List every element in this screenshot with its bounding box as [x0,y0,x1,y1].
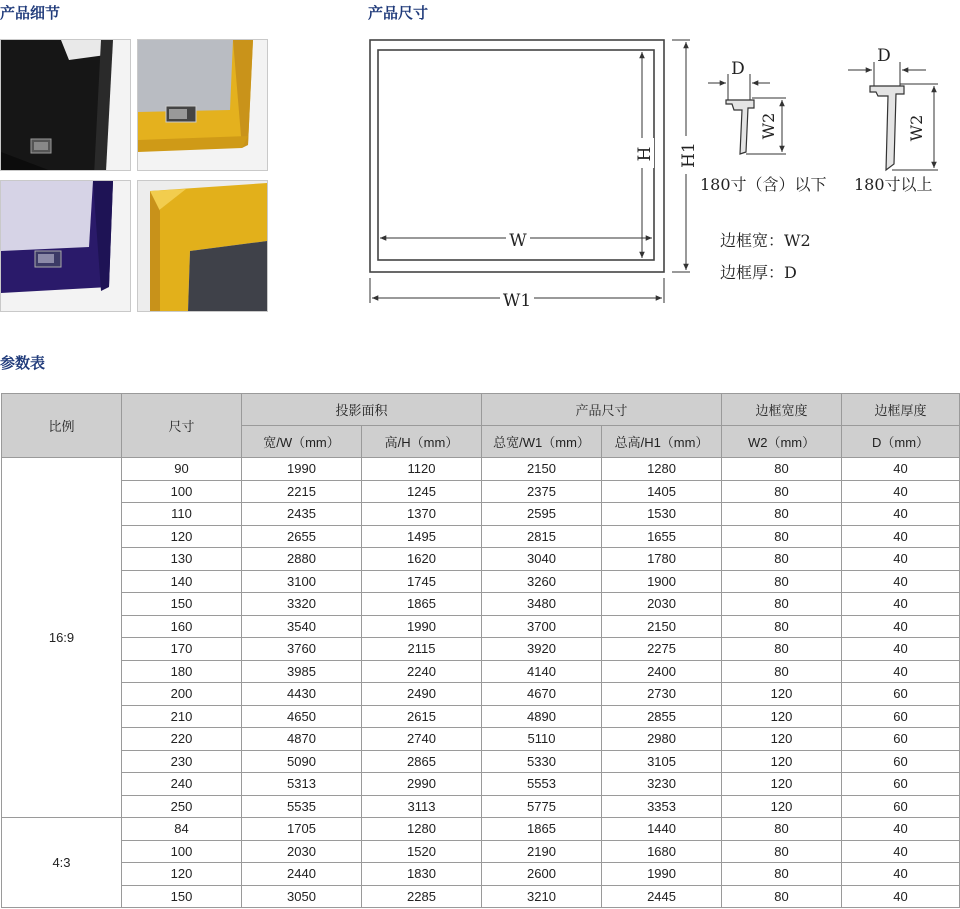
table-cell: 40 [842,593,960,616]
table-row [2,840,960,863]
table-cell: 1705 [242,818,362,841]
table-cell: 80 [722,593,842,616]
table-cell: 40 [842,615,960,638]
table-cell: 2990 [362,773,482,796]
table-cell: 2150 [482,458,602,481]
table-cell: 1655 [602,525,722,548]
table-cell: 2855 [602,705,722,728]
header-ratio: 比例 [2,394,122,458]
size-heading: 产品尺寸 [368,4,429,22]
header-frame-width: 边框宽度 [722,394,842,426]
table-cell: 60 [842,795,960,818]
table-cell: 60 [842,683,960,706]
caption-small: 180寸（含）以下 [700,175,827,194]
size-diagram [360,28,960,318]
table-cell: 80 [722,840,842,863]
table-row [2,750,960,773]
table-cell: 40 [842,638,960,661]
table-cell: 220 [122,728,242,751]
params-heading: 参数表 [0,354,46,372]
table-cell: 3920 [482,638,602,661]
table-cell: 2285 [362,885,482,908]
detail-photo-yellow-frame [137,39,268,171]
table-cell: 2150 [602,615,722,638]
table-cell: 2490 [362,683,482,706]
legend-frame-thickness: 边框厚：D [720,263,797,282]
table-cell: 2595 [482,503,602,526]
header-height: 高/H（mm） [362,426,482,458]
table-cell: 2815 [482,525,602,548]
header-total-height: 总高/H1（mm） [602,426,722,458]
table-cell: 40 [842,548,960,571]
table-cell: 1830 [362,863,482,886]
table-cell: 40 [842,480,960,503]
table-cell: 80 [722,458,842,481]
table-cell: 1370 [362,503,482,526]
table-cell: 40 [842,863,960,886]
table-cell: 80 [722,615,842,638]
table-cell: 240 [122,773,242,796]
table-row [2,638,960,661]
table-cell: 2190 [482,840,602,863]
table-cell: 4870 [242,728,362,751]
table-cell: 130 [122,548,242,571]
table-cell: 40 [842,525,960,548]
table-cell: 80 [722,638,842,661]
table-cell: 1245 [362,480,482,503]
table-cell: 1780 [602,548,722,571]
header-d: D（mm） [842,426,960,458]
table-cell: 1990 [242,458,362,481]
table-cell: 1440 [602,818,722,841]
table-cell: 3985 [242,660,362,683]
table-cell: 230 [122,750,242,773]
table-cell: 3105 [602,750,722,773]
table-cell: 2275 [602,638,722,661]
details-heading: 产品细节 [0,4,61,22]
table-cell: 5313 [242,773,362,796]
table-cell: 2980 [602,728,722,751]
table-cell: 40 [842,818,960,841]
table-cell: 2445 [602,885,722,908]
table-cell: 40 [842,458,960,481]
table-cell: 1990 [602,863,722,886]
table-cell: 3210 [482,885,602,908]
detail-photo-purple-frame [0,180,131,312]
table-cell: 1990 [362,615,482,638]
table-cell: 2240 [362,660,482,683]
table-cell: 100 [122,480,242,503]
table-cell: 3113 [362,795,482,818]
params-table [1,393,960,908]
table-row [2,480,960,503]
table-cell: 120 [722,683,842,706]
label-h: H [635,146,655,162]
table-cell: 80 [722,503,842,526]
table-cell: 80 [722,570,842,593]
table-cell: 40 [842,885,960,908]
table-cell: 60 [842,773,960,796]
table-cell: 4650 [242,705,362,728]
table-cell: 170 [122,638,242,661]
table-cell: 80 [722,548,842,571]
table-cell: 3480 [482,593,602,616]
table-cell: 2375 [482,480,602,503]
table-cell: 40 [842,503,960,526]
table-cell: 5553 [482,773,602,796]
table-cell: 4140 [482,660,602,683]
table-row [2,593,960,616]
table-cell: 100 [122,840,242,863]
table-cell: 2730 [602,683,722,706]
table-cell: 80 [722,480,842,503]
table-cell: 3050 [242,885,362,908]
table-cell: 3100 [242,570,362,593]
table-row [2,728,960,751]
table-cell: 60 [842,705,960,728]
table-cell: 1865 [482,818,602,841]
table-cell: 80 [722,863,842,886]
table-cell: 210 [122,705,242,728]
table-row [2,705,960,728]
table-cell: 84 [122,818,242,841]
label-d-small: D [731,59,745,79]
table-cell: 2740 [362,728,482,751]
table-row [2,818,960,841]
table-cell: 2400 [602,660,722,683]
header-w2: W2（mm） [722,426,842,458]
table-row [2,660,960,683]
table-row [2,503,960,526]
caption-large: 180寸以上 [854,175,933,194]
table-cell: 80 [722,660,842,683]
table-cell: 5535 [242,795,362,818]
table-cell: 150 [122,885,242,908]
table-cell: 1280 [602,458,722,481]
table-cell: 150 [122,593,242,616]
table-cell: 200 [122,683,242,706]
table-cell: 2115 [362,638,482,661]
table-cell: 2865 [362,750,482,773]
table-cell: 120 [722,705,842,728]
table-cell: 2655 [242,525,362,548]
table-row [2,795,960,818]
table-cell: 1745 [362,570,482,593]
table-cell: 3040 [482,548,602,571]
table-cell: 250 [122,795,242,818]
table-cell: 1620 [362,548,482,571]
header-size: 尺寸 [122,394,242,458]
table-cell: 2215 [242,480,362,503]
table-cell: 1280 [362,818,482,841]
table-cell: 2440 [242,863,362,886]
table-row [2,570,960,593]
table-cell: 3700 [482,615,602,638]
table-cell: 4890 [482,705,602,728]
table-cell: 5775 [482,795,602,818]
table-cell: 40 [842,840,960,863]
ratio-cell: 16:9 [2,458,122,818]
table-row [2,863,960,886]
table-cell: 60 [842,750,960,773]
table-cell: 80 [722,818,842,841]
table-cell: 2435 [242,503,362,526]
label-w: W [509,231,527,251]
table-row [2,683,960,706]
table-cell: 1495 [362,525,482,548]
table-cell: 80 [722,885,842,908]
table-cell: 120 [722,728,842,751]
table-cell: 3540 [242,615,362,638]
table-cell: 110 [122,503,242,526]
table-cell: 3353 [602,795,722,818]
header-width: 宽/W（mm） [242,426,362,458]
table-cell: 120 [722,750,842,773]
table-row [2,615,960,638]
table-cell: 1865 [362,593,482,616]
table-cell: 4670 [482,683,602,706]
label-d-large: D [877,46,891,66]
table-cell: 2030 [242,840,362,863]
table-row [2,773,960,796]
table-cell: 2600 [482,863,602,886]
table-cell: 180 [122,660,242,683]
table-cell: 120 [722,795,842,818]
table-cell: 80 [722,525,842,548]
table-cell: 5110 [482,728,602,751]
table-cell: 140 [122,570,242,593]
header-projection: 投影面积 [242,394,482,426]
detail-photo-yellow-corner [137,180,268,312]
ratio-cell: 4:3 [2,818,122,908]
table-cell: 2880 [242,548,362,571]
table-cell: 3260 [482,570,602,593]
legend-frame-width: 边框宽：W2 [720,231,811,250]
table-cell: 4430 [242,683,362,706]
table-cell: 1680 [602,840,722,863]
table-cell: 1530 [602,503,722,526]
table-row [2,458,960,481]
table-cell: 2030 [602,593,722,616]
table-cell: 3320 [242,593,362,616]
table-cell: 1120 [362,458,482,481]
label-w2-large: W2 [907,114,926,142]
label-w2-small: W2 [759,112,778,140]
table-cell: 1900 [602,570,722,593]
table-cell: 60 [842,728,960,751]
table-cell: 120 [122,863,242,886]
table-cell: 5330 [482,750,602,773]
table-row [2,885,960,908]
table-cell: 160 [122,615,242,638]
table-cell: 5090 [242,750,362,773]
table-row [2,548,960,571]
table-cell: 1520 [362,840,482,863]
header-frame-thickness: 边框厚度 [842,394,960,426]
table-cell: 1405 [602,480,722,503]
table-cell: 2615 [362,705,482,728]
table-cell: 120 [722,773,842,796]
header-product: 产品尺寸 [482,394,722,426]
table-cell: 40 [842,660,960,683]
label-h1: H1 [679,142,699,168]
table-cell: 90 [122,458,242,481]
detail-photo-black-frame [0,39,131,171]
table-cell: 3230 [602,773,722,796]
label-w1: W1 [502,291,532,311]
table-cell: 3760 [242,638,362,661]
table-cell: 40 [842,570,960,593]
table-row [2,525,960,548]
header-total-width: 总宽/W1（mm） [482,426,602,458]
table-cell: 120 [122,525,242,548]
